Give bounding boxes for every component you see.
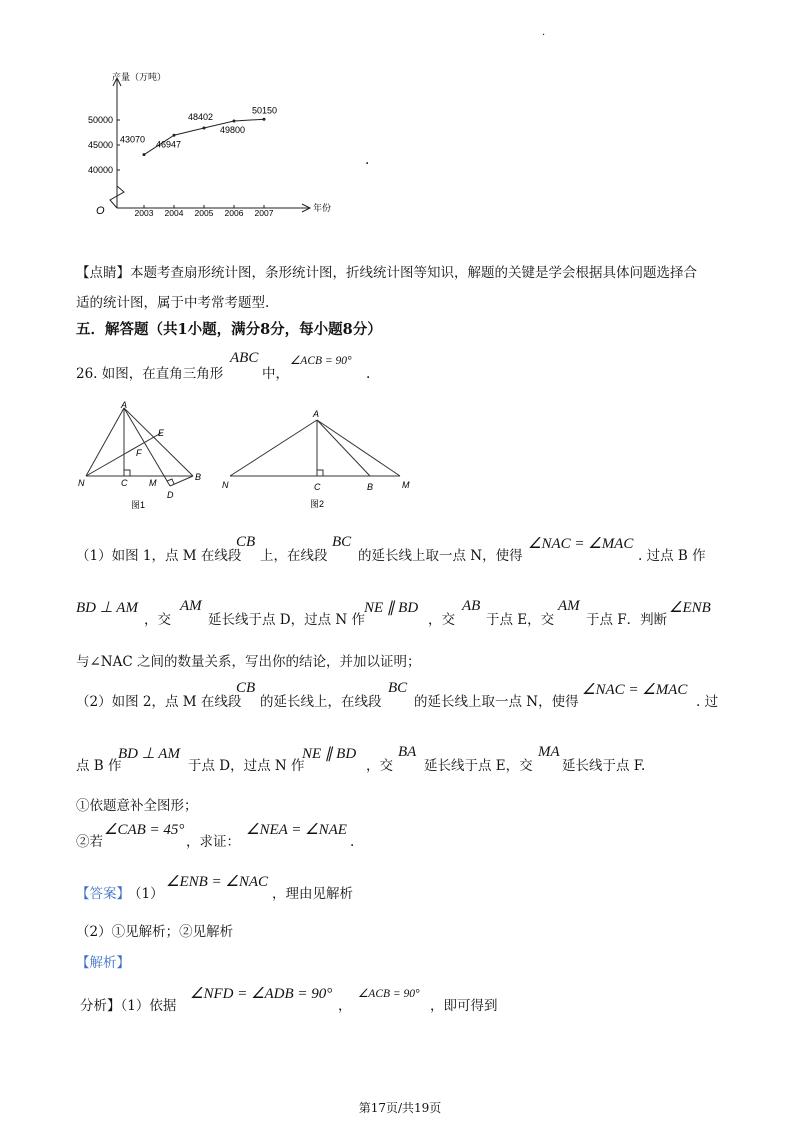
y-tick-label: 45000: [87, 140, 113, 150]
figure-2: [220, 400, 420, 515]
part2-l2g: 延长线于点 E，交: [424, 758, 533, 774]
data-point: [143, 153, 146, 156]
part2-line1: [76, 676, 776, 716]
data-label: 50150: [252, 105, 278, 116]
part2-l1d: BC: [388, 680, 408, 696]
q26-abc: ABC: [230, 350, 259, 366]
part2-l2b: BD ⊥ AM: [118, 746, 180, 762]
q26-mid: 中，: [262, 366, 289, 382]
part2-l1g: . 过: [696, 694, 719, 710]
part1-l2e: NE ∥ BD: [364, 600, 419, 616]
part1-l1g: . 过点 B 作: [638, 548, 706, 564]
header-mark: ·: [542, 30, 546, 41]
series-line: [144, 119, 264, 154]
part1-l2h: 于点 E，交: [486, 612, 555, 628]
part1-line2: [76, 592, 776, 632]
part1-l2b: ，交: [144, 612, 171, 628]
answer-a1b: ∠ENB = ∠NAC: [166, 874, 269, 890]
section-title: 五．解答题（共1小题，满分8分，每小题8分）: [76, 321, 382, 338]
part2-l1f: ∠NAC = ∠MAC: [582, 682, 688, 698]
line-AM: [317, 420, 400, 476]
data-point: [233, 120, 236, 123]
part2-sub2: [76, 816, 776, 856]
part1-l2c: AM: [180, 598, 202, 614]
part1-l1b: CB: [236, 534, 256, 550]
fenxi-d: ∠ACB = 90°: [358, 988, 420, 1000]
part1-l1a: （1）如图 1，点 M 在线段: [76, 548, 242, 564]
x-tick-label: 2004: [164, 208, 184, 218]
part2-sub2c: ，求证：: [186, 834, 240, 850]
part1-line1: [76, 530, 776, 570]
fig1-label-F: F: [136, 448, 142, 458]
data-point: [203, 126, 206, 129]
part1-l1d: BC: [332, 534, 352, 550]
part2-l1c: 的延长线上，在线段: [260, 694, 382, 710]
fig2-label-B: B: [367, 482, 374, 492]
page-footer: 第17页/共19页: [358, 1101, 442, 1115]
right-angle-C: [317, 470, 323, 476]
data-label: 49800: [220, 125, 246, 135]
part2-sub2e: .: [350, 834, 355, 850]
part1-l1c: 上，在线段: [260, 548, 328, 564]
answer-a1a: （1）: [128, 886, 164, 902]
fig1-label-A: A: [121, 400, 128, 410]
origin-label: O: [96, 205, 105, 217]
fenxi-b: ∠NFD = ∠ADB = 90°: [190, 986, 333, 1002]
fig2-label-C: C: [314, 482, 321, 492]
jiexi-tag: 【解析】: [76, 955, 130, 971]
line-chart: [80, 58, 350, 228]
data-label: 43070: [120, 134, 146, 145]
data-point: [263, 118, 266, 121]
dianjing-line1: 【点睛】本题考查扇形统计图，条形统计图，折线统计图等知识，解题的关键是学会根据具体问题选择合: [76, 265, 697, 281]
answer-line1: [76, 868, 776, 908]
data-label: 48402: [188, 111, 214, 122]
fig2-label-A: A: [313, 409, 320, 419]
fenxi-line: [80, 980, 780, 1020]
q26-angle: ∠ACB = 90°: [290, 355, 352, 367]
data-label: 46947: [156, 139, 182, 150]
part2-l2e: ，交: [366, 758, 393, 774]
y-tick-label: 50000: [87, 115, 113, 125]
part2-l2a: 点 B 作: [76, 758, 122, 774]
x-tick-label: 2006: [224, 208, 244, 218]
fig1-label-E: E: [158, 428, 165, 438]
fig2-caption: 图2: [310, 499, 325, 509]
fig1-caption: 图1: [131, 500, 146, 510]
fig1-label-B: B: [195, 472, 202, 482]
answer-a1c: ，理由见解析: [272, 886, 353, 902]
part1-l2f: ，交: [428, 612, 455, 628]
x-axis-label: 年份: [313, 203, 332, 213]
x-tick-label: 2007: [254, 208, 274, 218]
fig1-label-C: C: [121, 478, 128, 488]
fenxi-c: ，: [338, 998, 352, 1014]
fig1-label-N: N: [78, 478, 85, 488]
right-angle-C: [124, 470, 130, 476]
line-AN: [86, 408, 124, 476]
part2-sub1: ①依题意补全图形；: [76, 798, 198, 814]
fig2-label-M: M: [402, 480, 410, 490]
fenxi-a: 分析】（1）依据: [80, 998, 177, 1014]
part2-l2f: BA: [398, 744, 417, 760]
part1-l2j: 于点 F．判断: [586, 612, 668, 628]
part2-l2c: 于点 D，过点 N 作: [188, 758, 305, 774]
part2-l1e: 的延长线上取一点 N，使得: [414, 694, 579, 710]
dot-mark: .: [365, 152, 370, 168]
y-tick-label: 40000: [87, 165, 113, 175]
fig1-label-M: M: [149, 478, 157, 488]
x-tick-label: 2003: [134, 208, 154, 218]
part1-l2i: AM: [558, 598, 580, 614]
part2-l2d: NE ∥ BD: [302, 746, 357, 762]
part2-l2i: 延长线于点 F.: [562, 758, 646, 774]
data-point: [173, 134, 176, 137]
part1-l2g: AB: [462, 598, 481, 614]
part2-l1a: （2）如图 2，点 M 在线段: [76, 694, 242, 710]
part2-line2: [76, 740, 776, 780]
part1-l1e: 的延长线上取一点 N，使得: [358, 548, 523, 564]
y-axis-label: 产量（万吨）: [112, 72, 167, 82]
q26-line: [76, 348, 776, 388]
answer-tag: 【答案】: [76, 886, 130, 902]
q26-prefix: 26. 如图，在直角三角形: [76, 366, 224, 382]
fig1-label-D: D: [167, 490, 174, 500]
line-BD: [170, 476, 193, 486]
part1-l2k: ∠ENB: [669, 600, 711, 616]
x-tick-label: 2005: [194, 208, 214, 218]
part2-sub2b: ∠CAB = 45°: [104, 822, 185, 838]
line-AB: [317, 420, 370, 476]
line-AN: [230, 420, 317, 476]
part1-line3: 与∠NAC 之间的数量关系，写出你的结论，并加以证明；: [76, 654, 421, 670]
part2-sub2d: ∠NEA = ∠NAE: [246, 822, 347, 838]
fig2-label-N: N: [222, 480, 229, 490]
figure-1: [76, 396, 216, 514]
part1-l2a: BD ⊥ AM: [76, 600, 138, 616]
part1-l2d: 延长线于点 D，过点 N 作: [208, 612, 366, 628]
part2-l1b: CB: [236, 680, 256, 696]
part1-l1f: ∠NAC = ∠MAC: [528, 536, 634, 552]
answer-a2: （2）①见解析；②见解析: [76, 924, 234, 940]
dianjing-line2: 适的统计图，属于中考常考题型.: [76, 295, 270, 311]
fenxi-e: ，即可得到: [430, 998, 498, 1014]
part2-l2h: MA: [538, 744, 560, 760]
part2-sub2a: ②若: [76, 834, 103, 850]
q26-end: .: [366, 366, 371, 382]
